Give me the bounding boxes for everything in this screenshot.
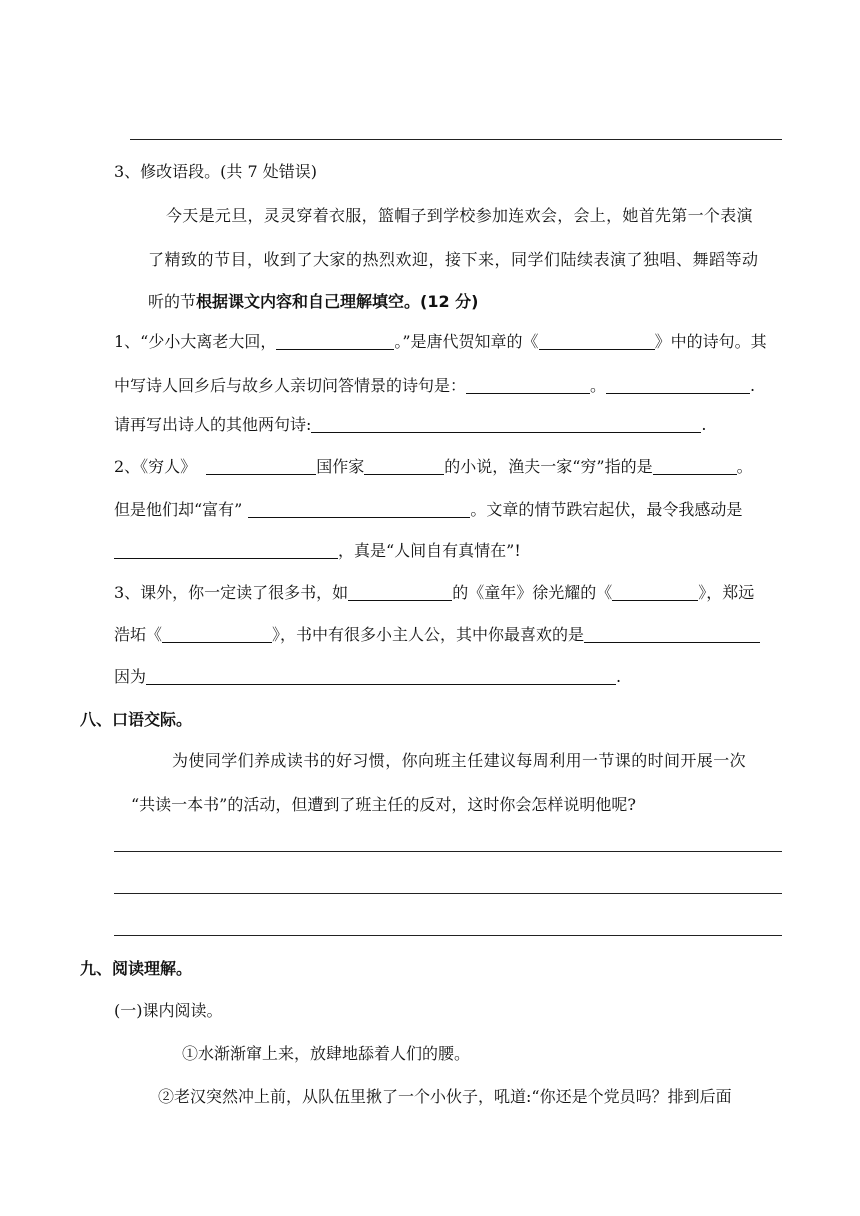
reading-paragraph-2: ②老汉突然冲上前，从队伍里揪了一个小伙子，吼道:“你还是个党员吗？排到后面 [158,1087,732,1106]
section-8-text-2: “共读一本书”的活动，但遭到了班主任的反对，这时你会怎样说明他呢? [131,795,636,814]
fill2-blank-2[interactable] [364,458,444,475]
fill3-blank-3[interactable] [162,626,272,643]
fill3-blank-1[interactable] [348,584,452,601]
q3-para-line-3 [148,291,478,313]
answer-line-3[interactable] [114,935,782,936]
top-divider [130,139,782,140]
fill2-line-1: 2、《穷人》 国作家 的小说，渔夫一家“穷”指的是 。 [114,457,753,476]
q3-title: 3、修改语段。(共 7 处错误) [114,162,318,181]
fill1-blank-5[interactable] [311,416,701,433]
q3-para-line-1: 今天是元旦，灵灵穿着衣服，篮帽子到学校参加连欢会，会上，她首先第一个表演 [166,206,753,225]
fill2-blank-5[interactable] [114,542,338,559]
fill3-line-2: 浩坧《 》，书中有很多小主人公，其中你最喜欢的是 [114,624,760,646]
answer-line-2[interactable] [114,893,782,894]
q3-tail: 听的节 [148,292,197,311]
fill2-line-3: ，真是“人间自有真情在”! [114,540,521,562]
q3-para-line-2: 了精致的节目，收到了大家的热烈欢迎，接下来，同学们陆续表演了独唱、舞蹈等动 [148,250,759,269]
section-7-title: 根据课文内容和自己理解填空。(12 分) [196,292,479,311]
fill1-blank-4[interactable] [606,377,750,394]
fill1-blank-3[interactable] [466,377,590,394]
fill1-line-3: 请再写出诗人的其他两句诗: . [114,415,707,434]
answer-line-1[interactable] [114,851,782,852]
fill1-blank-2[interactable] [539,333,655,350]
fill2-blank-4[interactable] [248,501,470,518]
fill2-blank-1[interactable] [206,458,316,475]
section-9-subtitle: (一)课内阅读。 [114,1001,223,1020]
fill3-blank-4[interactable] [584,626,760,643]
fill1-line-2: 中写诗人回乡后与故乡人亲切问答情景的诗句是： 。 . [114,376,756,395]
fill3-line-3: 因为 . [114,667,622,686]
section-8-title: 八、口语交际。 [80,710,193,729]
reading-paragraph-1: ①水渐渐窜上来，放肆地舔着人们的腰。 [182,1044,471,1063]
fill2-line-2: 但是他们却“富有” 。文章的情节跌宕起伏，最令我感动是 [114,500,743,519]
fill1-line-1: 1、“少小大离老大回， 。”是唐代贺知章的《 》中的诗句。其 [114,332,767,351]
fill3-blank-2[interactable] [612,584,698,601]
section-8-text-1: 为使同学们养成读书的好习惯，你向班主任建议每周利用一节课的时间开展一次 [172,751,747,770]
fill3-blank-5[interactable] [146,668,616,685]
fill2-blank-3[interactable] [653,458,737,475]
section-9-title: 九、阅读理解。 [80,959,193,978]
fill3-line-1: 3、课外，你一定读了很多书，如 的《童年》徐光耀的《 》，郑远 [114,583,755,602]
fill1-blank-1[interactable] [276,333,394,350]
